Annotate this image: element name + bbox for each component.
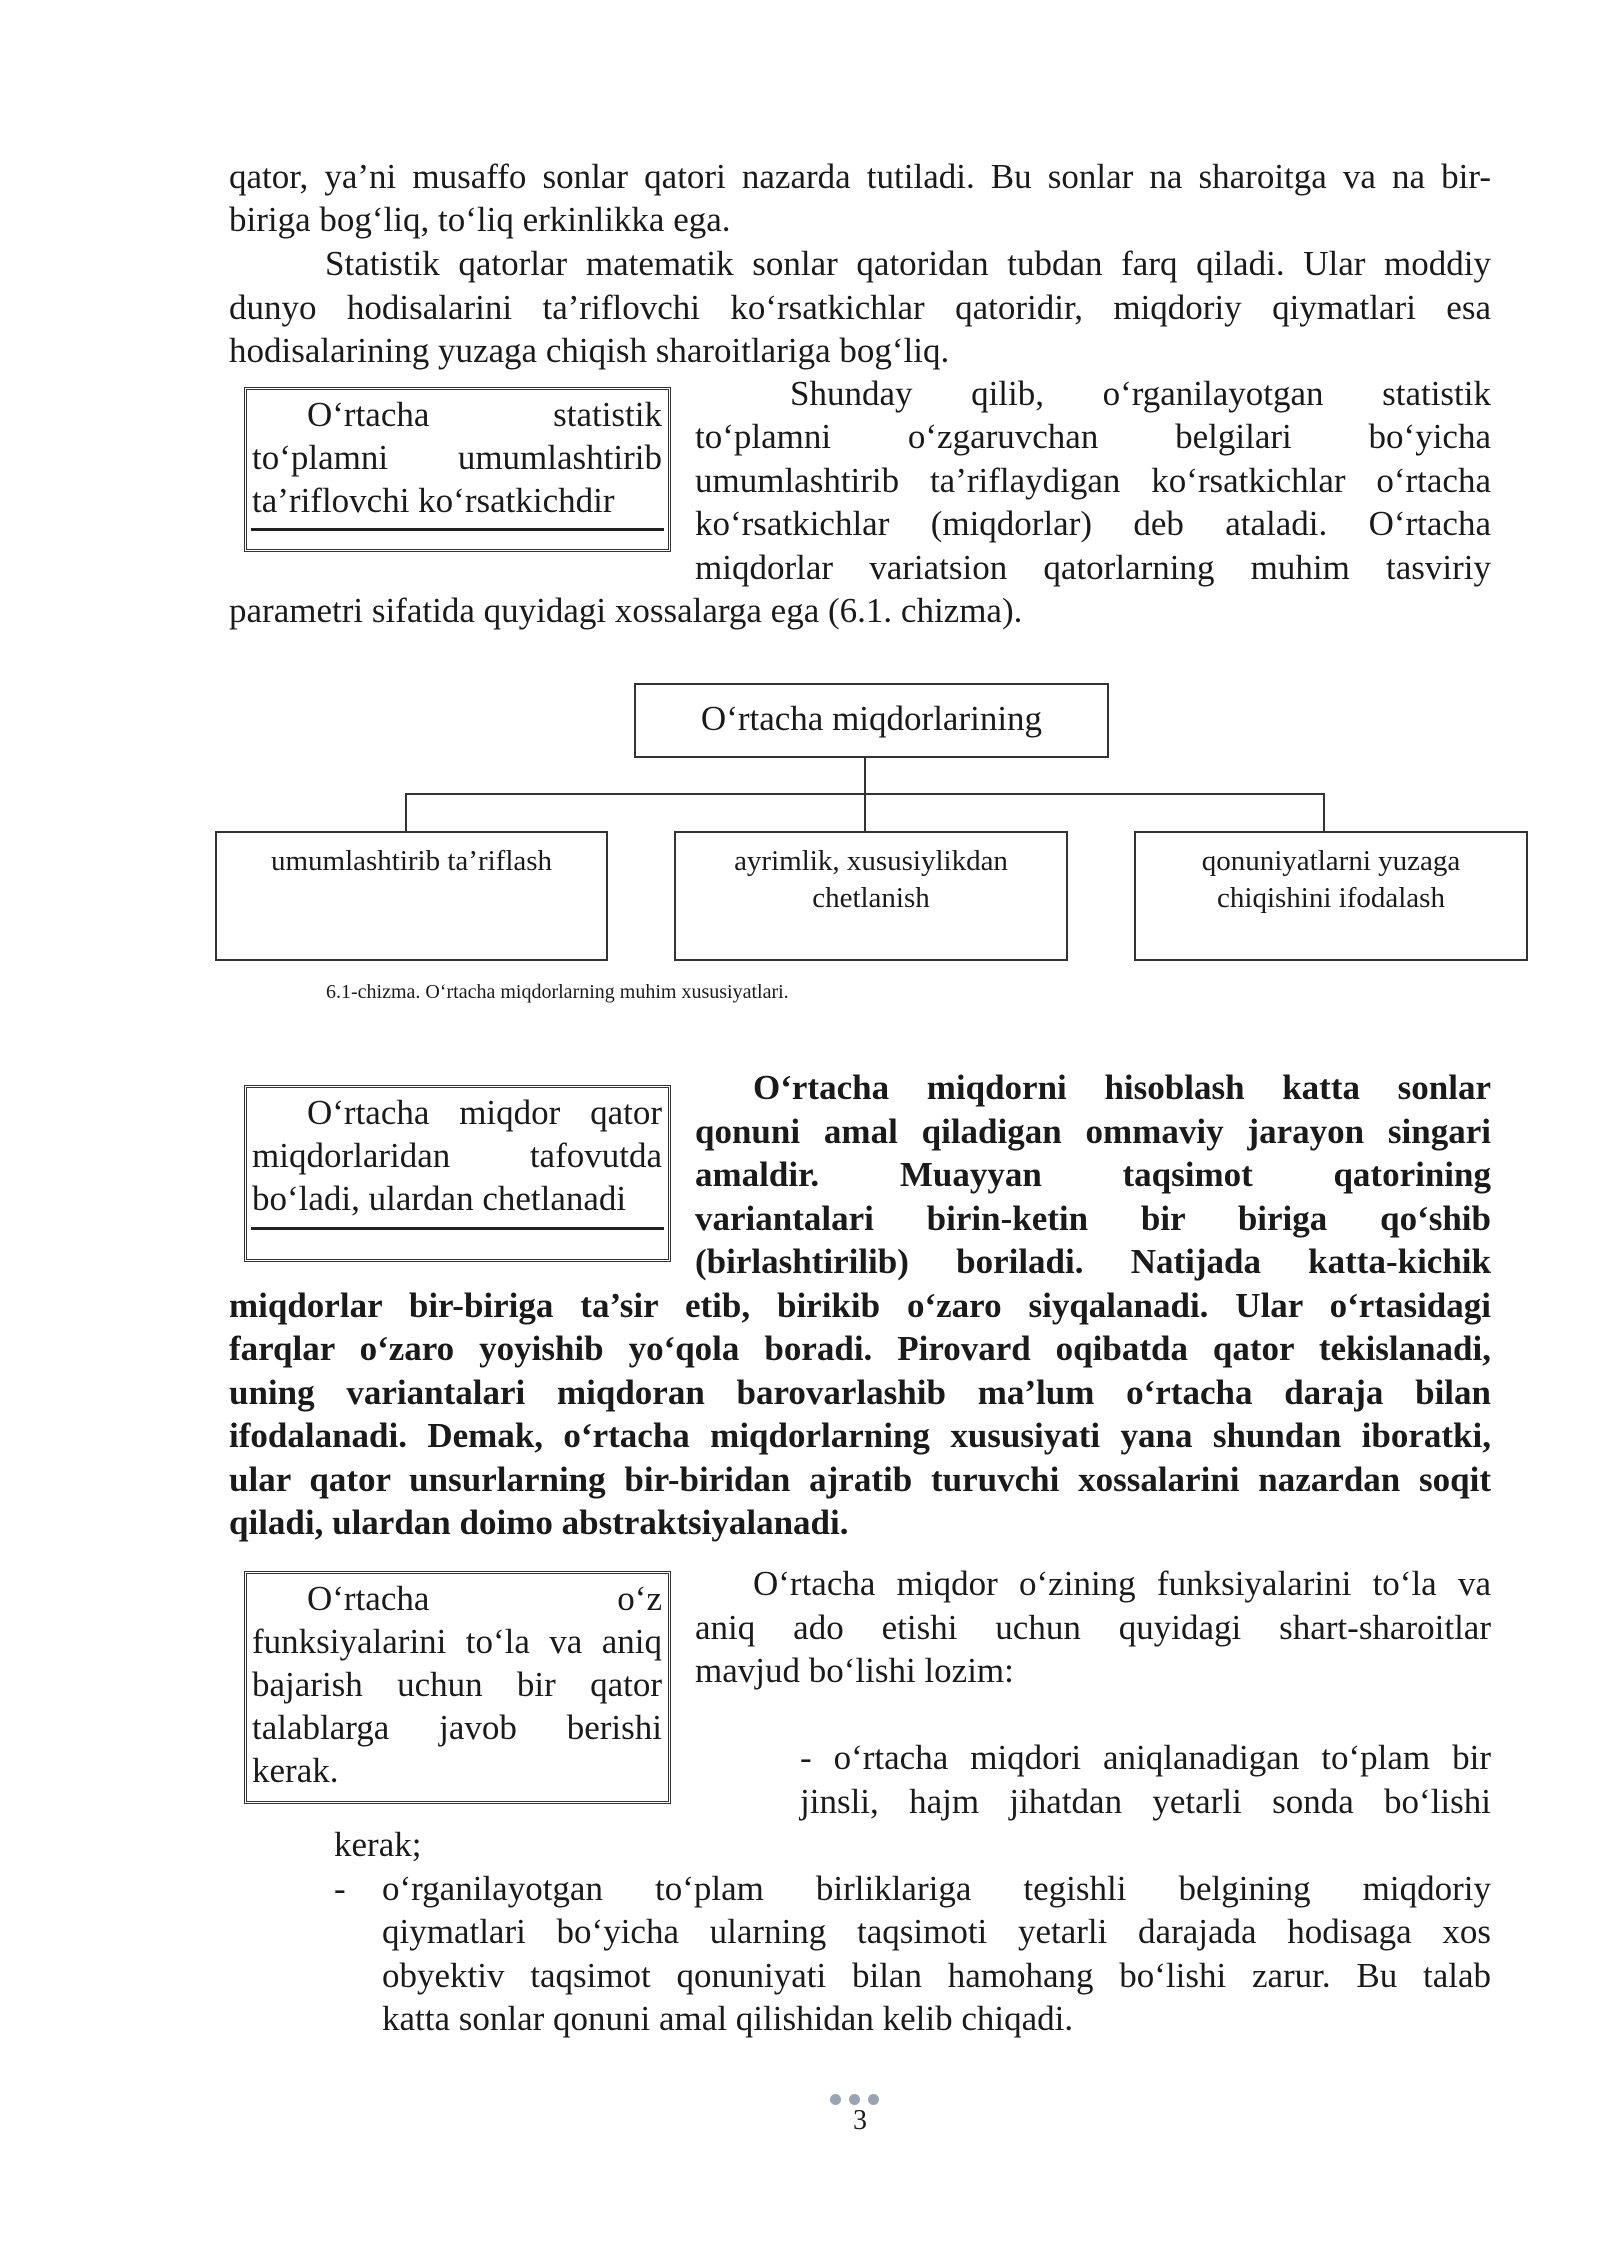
side-note-line: O‘rtacha miqdor qator [307,1093,662,1132]
list-item-line: katta sonlar qonuni amal qilishidan kelib chiqadi. [382,1999,1074,2038]
paragraph-line: aniq ado etishi uchun quyidagi shart-sharoitlar [695,1608,1491,1647]
page-number: 3 [853,2105,867,2136]
paragraph-line: biriga bog‘liq, to‘liq erkinlikka ega. [229,200,731,239]
paragraph-line: to‘plamni o‘zgaruvchan belgilari bo‘yicha [695,417,1491,456]
paragraph-line: ular qator unsurlarning bir-biridan ajratib turuvchi xossalarini nazardan soqit [229,1460,1491,1499]
paragraph-line: variantalari birin-ketin bir biriga qo‘shib [695,1199,1491,1238]
paragraph-line: qiladi, ulardan doimo abstraktsiyalanadi. [229,1503,849,1542]
paragraph-line: miqdorlar variatsion qatorlarning muhim tasviriy [695,548,1491,587]
diagram-top-label: O‘rtacha miqdorlarining [700,699,1043,738]
side-note-box [244,1085,671,1262]
paragraph-line: farqlar o‘zaro yoyishib yo‘qola boradi. Pirovard oqibatda qator tekislanadi, [229,1329,1491,1368]
diagram-connector [405,793,407,832]
diagram-connector [864,793,866,832]
paragraph-line: Statistik qatorlar matematik sonlar qatoridan tubdan farq qiladi. Ular moddiy [325,244,1491,283]
diagram-box-regularity [1134,831,1528,961]
diagram-box-generalize [215,831,608,961]
diagram-box-label: ayrimlik, xususiylikdan chetlanish [734,845,1008,914]
list-item-line: kerak; [334,1825,422,1864]
diagram-box-deviation [674,831,1068,961]
list-item-line: o‘rganilayotgan to‘plam birliklariga tegishli belgining miqdoriy [382,1869,1491,1908]
diagram-box-label: qonuniyatlarni yuzaga chiqishini ifodalash [1201,845,1461,914]
diagram-top-box [634,683,1109,758]
diagram-connector [1323,793,1325,832]
paragraph-line: parametri sifatida quyidagi xossalarga ega (6.1. chizma). [229,591,1023,630]
side-note-line: talablarga javob berishi [252,1708,662,1747]
side-note-rule [251,1227,664,1230]
list-bullet: - [334,1869,346,1908]
paragraph-line: ifodalanadi. Demak, o‘rtacha miqdorlarning xususiyati yana shundan iboratki, [229,1416,1491,1455]
side-note-line: miqdorlaridan tafovutda [252,1136,662,1175]
side-note-box [244,387,671,552]
paragraph-line: (birlashtirilib) boriladi. Natijada katta-kichik [695,1242,1491,1281]
side-note-box [244,1571,671,1804]
paragraph-line: qator, ya’ni musaffo sonlar qatori nazarda tutiladi. Bu sonlar na sharoitga va na bir- [229,157,1491,196]
diagram-box-label: umumlashtirib ta’riflash [270,845,553,877]
list-item-line: jinsli, hajm jihatdan yetarli sonda bo‘lishi [800,1782,1491,1821]
paragraph-line: ko‘rsatkichlar (miqdorlar) deb ataladi. O‘rtacha [695,504,1491,543]
paragraph-line: amaldir. Muayyan taqsimot qatorining [695,1155,1491,1194]
list-item-line: - o‘rtacha miqdori aniqlanadigan to‘plam bir [800,1738,1491,1777]
side-note-line: bo‘ladi, ulardan chetlanadi [252,1179,627,1218]
side-note-line: O‘rtacha statistik [307,395,662,434]
ellipsis-icon [830,2092,890,2106]
side-note-line: to‘plamni umumlashtirib [252,438,662,477]
list-item-line: obyektiv taqsimot qonuniyati bilan hamohang bo‘lishi zarur. Bu talab [382,1956,1491,1995]
paragraph-line: umumlashtirib ta’riflaydigan ko‘rsatkichlar o‘rtacha [695,461,1491,500]
side-note-rule [251,528,664,531]
paragraph-line: O‘rtacha miqdorni hisoblash katta sonlar [753,1068,1491,1107]
side-note-line: kerak. [252,1751,339,1790]
side-note-line: ta’riflovchi ko‘rsatkichdir [252,481,615,520]
paragraph-line: O‘rtacha miqdor o‘zining funksiyalarini to‘la va [753,1564,1491,1603]
list-item-line: qiymatlari bo‘yicha ularning taqsimoti yetarli darajada hodisaga xos [382,1912,1491,1951]
paragraph-line: uning variantalari miqdoran barovarlashib ma’lum o‘rtacha daraja bilan [229,1373,1491,1412]
paragraph-line: Shunday qilib, o‘rganilayotgan statistik [790,374,1491,413]
paragraph-line: qonuni amal qiladigan ommaviy jarayon singari [695,1112,1491,1151]
side-note-line: bajarish uchun bir qator [252,1665,662,1704]
paragraph-line: dunyo hodisalarini ta’riflovchi ko‘rsatkichlar qatoridir, miqdoriy qiymatlari esa [229,288,1491,327]
side-note-line: O‘rtacha o‘z [307,1579,662,1618]
paragraph-line: hodisalarining yuzaga chiqish sharoitlariga bog‘liq. [229,331,950,370]
side-note-line: funksiyalarini to‘la va aniq [252,1622,662,1661]
paragraph-line: miqdorlar bir-biriga ta’sir etib, birikib o‘zaro siyqalanadi. Ular o‘rtasidagi [229,1286,1491,1325]
paragraph-line: mavjud bo‘lishi lozim: [695,1651,1014,1690]
figure-caption: 6.1-chizma. O‘rtacha miqdorlarning muhim xususiyatlari. [326,981,789,1003]
diagram-connector [864,758,866,794]
